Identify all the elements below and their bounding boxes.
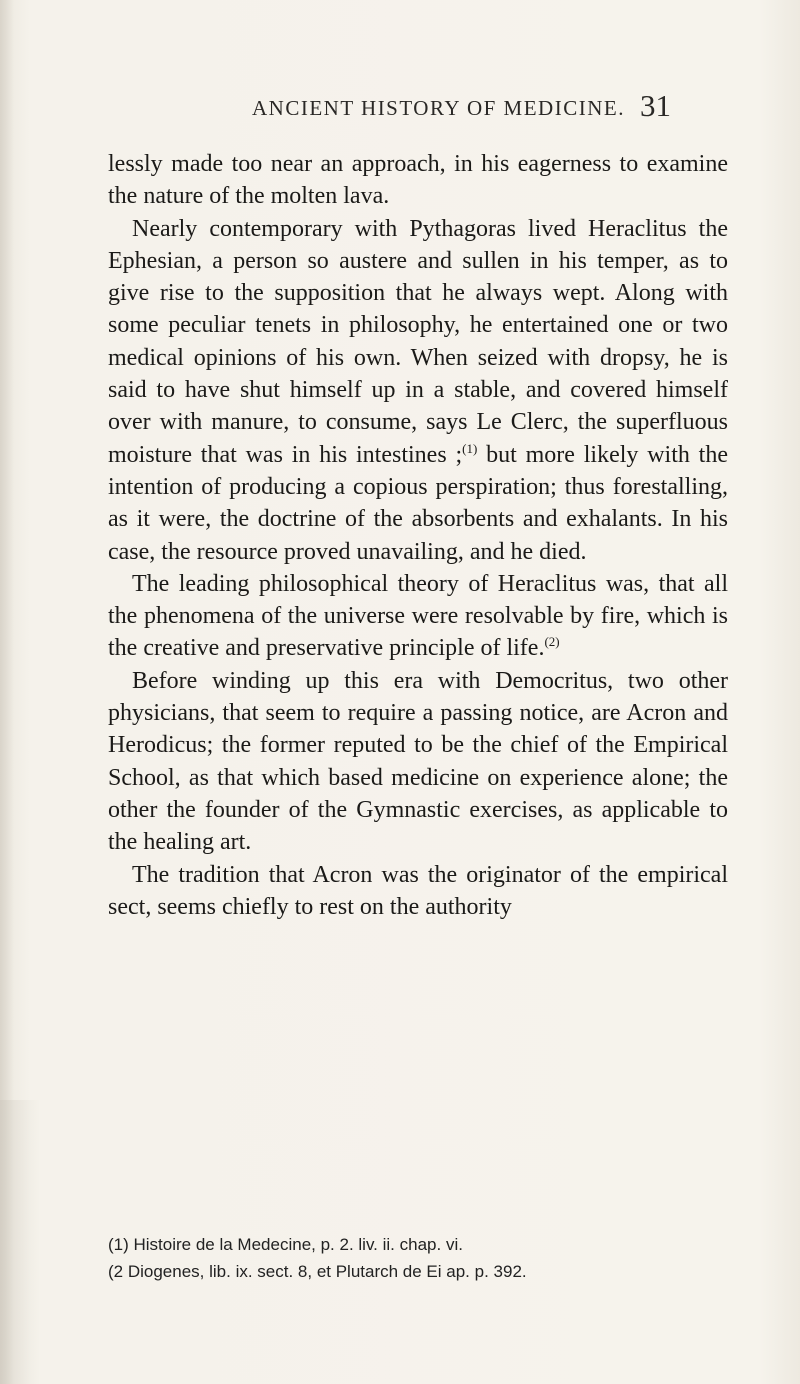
footnote-ref-1[interactable]: (1)	[462, 440, 478, 456]
body-text	[108, 148, 728, 923]
paragraph-text: Nearly contemporary with Pythagoras lived Heraclitus the Ephesian, a person so austere and sullen in his temper, as to give rise to the supposition that he always wept. Along with some peculiar tenets in philosophy, he entertained one or two medical opinions of his own. When seized with dropsy, he is said to have shut himself up in a stable, and covered himself over with manure, to consume, says Le Clerc, the superfluous moisture that was in his intestines ;	[108, 215, 728, 468]
paragraph-text: but more likely with the intention of producing a copious perspiration; thus forestalling, as it were, the doctrine of the absorbents and exhalants. In his case, the resource proved unavailing, and he died.	[108, 441, 728, 565]
footnotes	[108, 1231, 728, 1285]
footnote-2: (2 Diogenes, lib. ix. sect. 8, et Plutarch de Ei ap. p. 392.	[108, 1262, 527, 1281]
footnote-1: (1) Histoire de la Medecine, p. 2. liv. ii. chap. vi.	[108, 1235, 463, 1254]
paragraph-heraclitus	[108, 213, 728, 568]
page-number: 31	[640, 88, 671, 123]
footnote-ref-2[interactable]: (2)	[544, 634, 560, 650]
page-stain	[0, 1100, 40, 1384]
paragraph-acron-herodicus: Before winding up this era with Democritus, two other physicians, that seem to require a passing notice, are Acron and Herodicus; the former reputed to be the chief of the Empirical School, as that which based medicine on experience alone; the other the founder of the Gymnastic exercises, as applicable to the healing art.	[108, 667, 728, 856]
paragraph-fire-theory	[108, 568, 728, 665]
paragraph-tradition: The tradition that Acron was the originator of the empirical sect, seems chiefly to rest on the authority	[108, 861, 728, 920]
running-head: ANCIENT HISTORY OF MEDICINE.	[252, 96, 625, 120]
paragraph-text: The leading philosophical theory of Heraclitus was, that all the phenomena of the universe were resolvable by fire, which is the creative and preservative principle of life.	[108, 570, 728, 662]
paragraph-continuation: lessly made too near an approach, in his eagerness to examine the nature of the molten lava.	[108, 151, 728, 210]
